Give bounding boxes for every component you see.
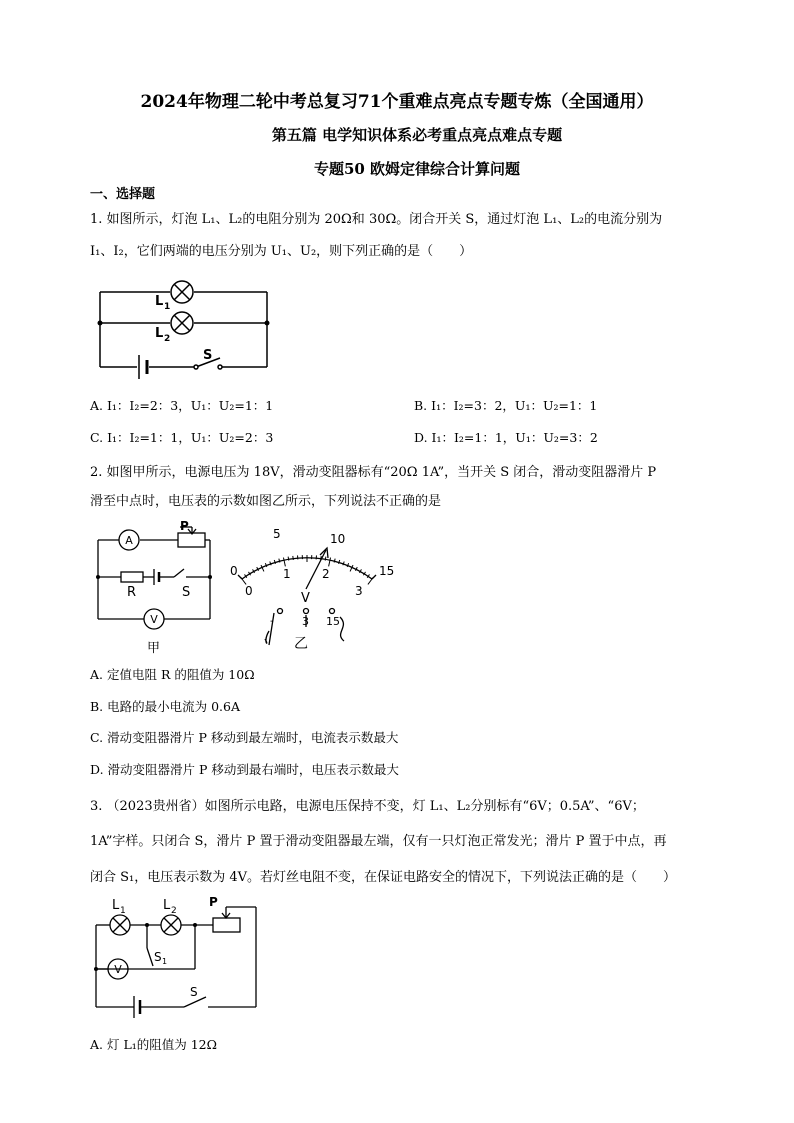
switch-s-label: S — [182, 585, 191, 600]
q1-option-d: D. I₁：I₂=1：1，U₁：U₂=3：2 — [414, 430, 598, 445]
dial-bottom-3: 3 — [355, 584, 363, 598]
slider-p-label: P — [180, 519, 189, 533]
switch-label: S — [203, 348, 213, 363]
dial-top-15: 15 — [379, 564, 395, 578]
q3-l1-sub: 1 — [120, 906, 126, 916]
l1-label: L — [155, 294, 164, 309]
dial-unit-v: V — [301, 591, 310, 606]
part-heading: 第五篇 电学知识体系必考重点亮点难点专题 — [271, 126, 563, 144]
dial-top-5: 5 — [273, 527, 281, 541]
terminal-3: 3 — [302, 615, 309, 628]
q2-option-a: A. 定值电阻 R 的阻值为 10Ω — [90, 667, 255, 682]
l2-sub: 2 — [164, 334, 171, 344]
figure-jia-label: 甲 — [147, 641, 161, 656]
q2-option-d: D. 滑动变阻器滑片 P 移动到最右端时，电压表示数最大 — [90, 762, 399, 777]
q3-circuit-diagram — [88, 893, 268, 1023]
q3-s1-sub: 1 — [162, 957, 168, 966]
terminal-15: 15 — [326, 615, 340, 628]
section-heading: 一、选择题 — [90, 187, 156, 202]
dial-top-10: 10 — [330, 532, 346, 546]
dial-tick — [325, 557, 326, 561]
dial-tick — [293, 556, 294, 560]
q3-l2-sub: 2 — [171, 906, 177, 916]
q3-option-a: A. 灯 L₁的阻值为 12Ω — [90, 1037, 218, 1052]
l1-sub: 1 — [164, 302, 171, 312]
q3-text-line3: 闭合 S₁，电压表示数为 4V。若灯丝电阻不变，在保证电路安全的情况下，下列说法正确的是（ ） — [90, 870, 677, 885]
dial-tick — [274, 560, 275, 564]
l2-label: L — [155, 326, 164, 341]
figure-yi-label: 乙 — [294, 636, 308, 652]
q1-option-a: A. I₁：I₂=2：3，U₁：U₂=1：1 — [90, 398, 274, 413]
q2-circuit-jia — [88, 518, 220, 658]
q3-slider-p-label: P — [209, 895, 218, 909]
dial-tick — [321, 556, 322, 560]
voltmeter-label: V — [150, 613, 158, 626]
q3-l1-label: L — [112, 898, 120, 913]
q3-l2-label: L — [163, 898, 171, 913]
dial-tick — [334, 559, 335, 563]
dial-tick — [329, 558, 331, 567]
dial-bottom-0: 0 — [245, 584, 253, 598]
q1-option-b: B. I₁：I₂=3：2，U₁：U₂=1：1 — [414, 398, 598, 413]
q2-option-c: C. 滑动变阻器滑片 P 移动到最左端时，电流表示数最大 — [90, 730, 399, 745]
q2-text-line2: 滑至中点时，电压表的示数如图乙所示，下列说法不正确的是 — [90, 494, 442, 509]
dial-tick — [339, 560, 340, 564]
dial-tick — [283, 558, 285, 567]
topic-heading: 专题50 欧姆定律综合计算问题 — [313, 160, 521, 178]
q3-switch-s-label: S — [190, 985, 198, 999]
q1-circuit-diagram — [95, 275, 275, 385]
dial-bottom-1: 1 — [283, 567, 291, 581]
q2-voltmeter-yi — [222, 527, 402, 657]
dial-tick — [288, 557, 289, 561]
q3-text-line2: 1A”字样。只闭合 S，滑片 P 置于滑动变阻器最左端，仅有一只灯泡正常发光；滑片 P 置于中点，再 — [90, 834, 667, 849]
q1-text-line2: I₁、I₂，它们两端的电压分别为 U₁、U₂，则下列正确的是（ ） — [90, 244, 473, 259]
q3-s1-label: S — [154, 950, 162, 964]
dial-bottom-2: 2 — [322, 567, 330, 581]
q2-option-b: B. 电路的最小电流为 0.6A — [90, 699, 241, 714]
terminal-minus: - — [270, 616, 274, 627]
ammeter-label: A — [125, 534, 133, 547]
q1-text-line1: 1. 如图所示，灯泡 L₁、L₂的电阻分别为 20Ω和 30Ω。闭合开关 S，通过灯泡 L₁、L₂的电流分别为 — [90, 212, 663, 227]
q1-option-c: C. I₁：I₂=1：1，U₁：U₂=2：3 — [90, 430, 274, 445]
dial-tick — [279, 559, 280, 563]
page-title: 2024年物理二轮中考总复习71个重难点亮点专题专炼（全国通用） — [140, 92, 654, 112]
q2-text-line1: 2. 如图甲所示，电源电压为 18V，滑动变阻器标有“20Ω 1A”，当开关 S 闭合，滑动变阻器滑片 P — [90, 465, 657, 480]
dial-top-0: 0 — [230, 564, 238, 578]
resistor-r-label: R — [127, 585, 137, 600]
q3-voltmeter-label: V — [114, 963, 122, 976]
q3-text-line1: 3. （2023贵州省）如图所示电路，电源电压保持不变，灯 L₁、L₂分别标有“6V；0.5A”、“6V； — [90, 799, 645, 814]
